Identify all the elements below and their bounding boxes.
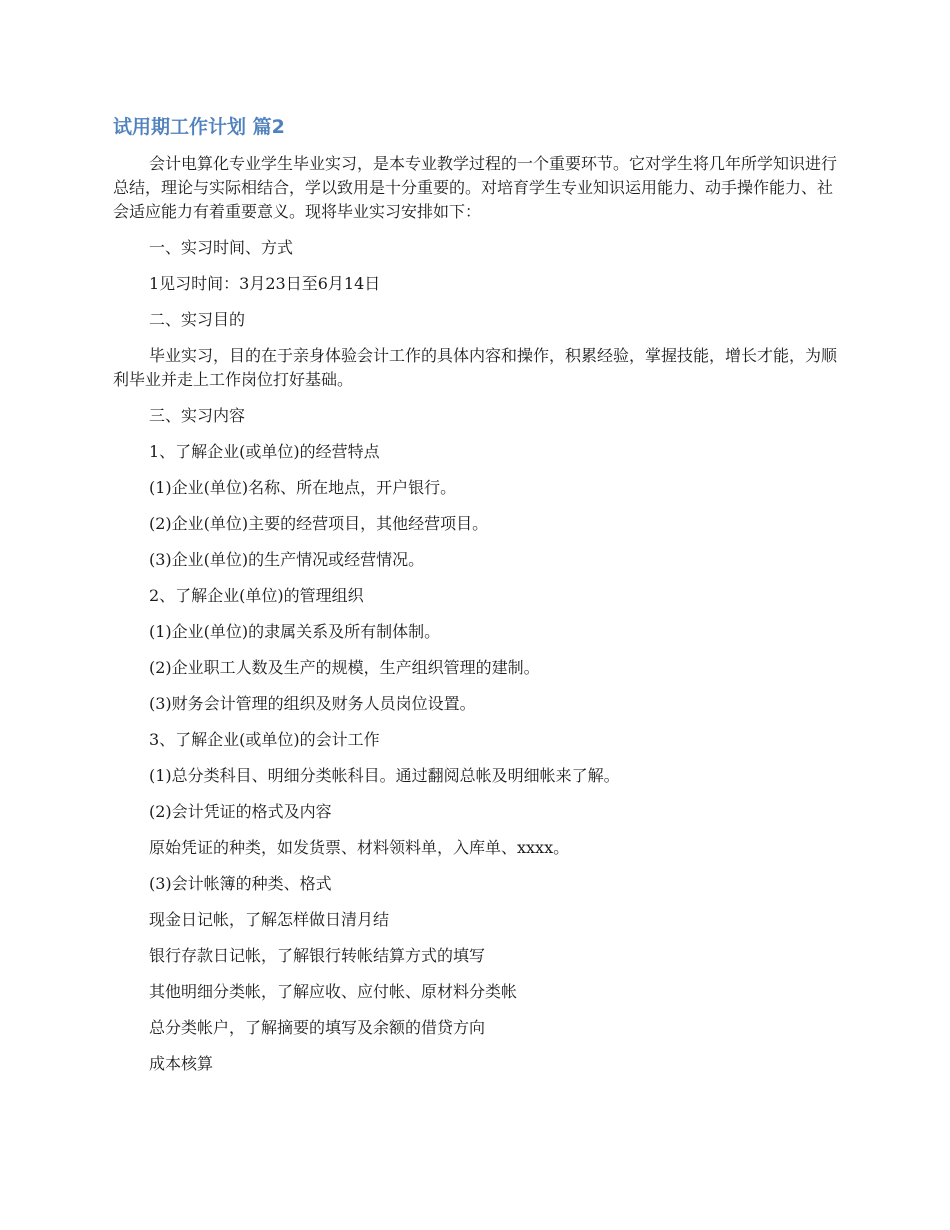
internship-time: 1见习时间：3月23日至6月14日 xyxy=(149,274,381,293)
section-heading-1: 一、实习时间、方式 xyxy=(149,238,294,257)
list-item: (3)会计帐簿的种类、格式 xyxy=(149,874,332,893)
subsection-heading-3: 3、了解企业(或单位)的会计工作 xyxy=(149,730,380,749)
list-item: (2)企业(单位)主要的经营项目，其他经营项目。 xyxy=(149,514,489,533)
list-item: (1)企业(单位)名称、所在地点，开户银行。 xyxy=(149,478,457,497)
list-item: 现金日记帐，了解怎样做日清月结 xyxy=(149,910,390,929)
document-title: 试用期工作计划 篇2 xyxy=(113,116,285,138)
list-item: 总分类帐户，了解摘要的填写及余额的借贷方向 xyxy=(149,1018,486,1037)
list-item: (1)企业(单位)的隶属关系及所有制体制。 xyxy=(149,622,441,641)
list-item: (3)企业(单位)的生产情况或经营情况。 xyxy=(149,550,425,569)
list-item: (2)会计凭证的格式及内容 xyxy=(149,802,332,821)
subsection-heading-1: 1、了解企业(或单位)的经营特点 xyxy=(149,442,380,461)
purpose-paragraph: 毕业实习，目的在于亲身体验会计工作的具体内容和操作，积累经验，掌握技能，增长才能，为顺利毕业并走上工作岗位打好基础。 xyxy=(113,346,838,389)
section-heading-3: 三、实习内容 xyxy=(149,406,246,425)
subsection-heading-2: 2、了解企业(单位)的管理组织 xyxy=(149,586,364,605)
list-item: 原始凭证的种类，如发货票、材料领料单，入库单、xxxx。 xyxy=(149,838,570,857)
list-item: 其他明细分类帐，了解应收、应付帐、原材料分类帐 xyxy=(149,982,518,1001)
list-item: (1)总分类科目、明细分类帐科目。通过翻阅总帐及明细帐来了解。 xyxy=(149,766,620,785)
list-item: 成本核算 xyxy=(149,1054,214,1073)
section-heading-2: 二、实习目的 xyxy=(149,310,246,329)
list-item: (2)企业职工人数及生产的规模，生产组织管理的建制。 xyxy=(149,658,540,677)
list-item: 银行存款日记帐，了解银行转帐结算方式的填写 xyxy=(149,946,486,965)
list-item: (3)财务会计管理的组织及财务人员岗位设置。 xyxy=(149,694,476,713)
intro-paragraph: 会计电算化专业学生毕业实习，是本专业教学过程的一个重要环节。它对学生将几年所学知识进行总结，理论与实际相结合，学以致用是十分重要的。对培育学生专业知识运用能力、动手操作能力、社会适应能力有着重要意义。现将毕业实习安排如下： xyxy=(113,154,838,221)
